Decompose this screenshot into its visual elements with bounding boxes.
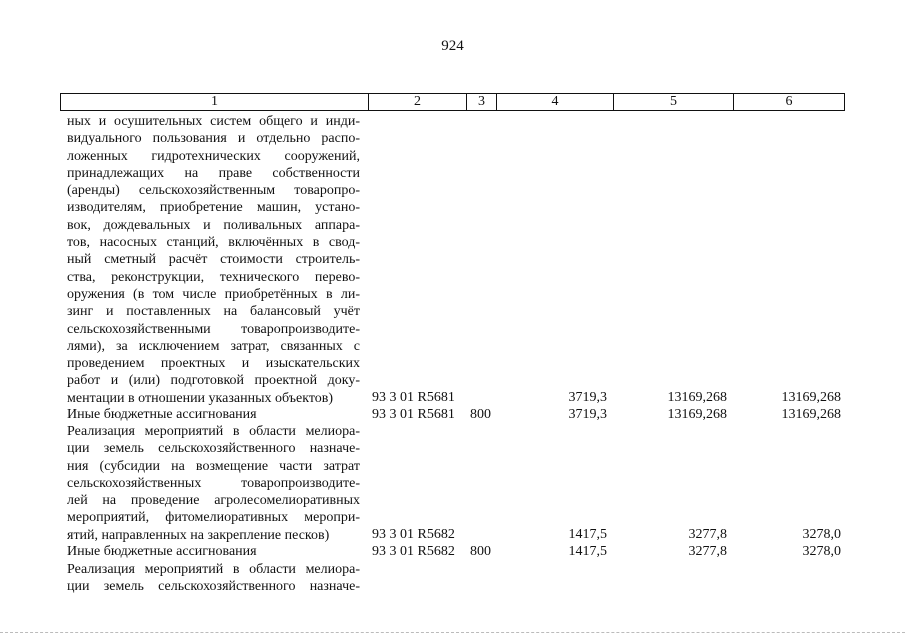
description-line: изводителям, приобретение машин, устано- [67, 200, 360, 216]
table-row [0, 389, 905, 406]
budget-code: 93 3 01 R5681 [372, 407, 455, 422]
description-line: сельскохозяйственных товаропроизводите- [67, 475, 360, 491]
description-line: ных и осушительных систем общего и инди- [67, 114, 360, 129]
table-row [0, 406, 905, 423]
header-col-1: 1 [211, 94, 218, 109]
description-line: оружения (в том числе приобретённых в ли- [67, 286, 360, 302]
budget-code: 93 3 01 R5682 [372, 544, 455, 559]
value-col-6: 3278,0 [802, 527, 841, 542]
page-number: 924 [441, 38, 464, 54]
value-col-5: 3277,8 [688, 544, 727, 559]
description-line: зинг и поставленных на балансовый учёт [67, 304, 360, 320]
description-line: ства, реконструкции, технического перево- [67, 269, 360, 285]
budget-code: 93 3 01 R5681 [372, 390, 455, 405]
value-col-4: 1417,5 [568, 544, 607, 559]
description-line: видуального пользования и отдельно распо- [67, 131, 360, 147]
header-col-6: 6 [733, 94, 844, 110]
description-line: мероприятий, фитомелиоративных меропри- [67, 510, 360, 526]
description-line: (аренды) сельскохозяйственным товаропро- [67, 183, 360, 199]
description-line: Реализация мероприятий в области мелиора- [67, 562, 360, 577]
description-line: вок, дождевальных и поливальных аппара- [67, 217, 360, 233]
description-line: ментации в отношении указанных объектов) [67, 390, 334, 406]
description-line: лей на проведение агролесомелиоративных [67, 493, 360, 509]
description-line: ложенных гидротехнических сооружений, [67, 148, 360, 164]
header-col-4: 4 [496, 94, 613, 110]
value-col-4: 1417,5 [568, 527, 607, 542]
description-line: ции земель сельскохозяйственного назначе- [67, 579, 360, 595]
description-block-3 [67, 561, 360, 596]
header-col-5: 5 [613, 94, 733, 110]
description-line: лями), за исключением затрат, связанных с [67, 338, 360, 354]
description-line: ции земель сельскохозяйственного назначе- [67, 441, 360, 457]
row-label: Иные бюджетные ассигнования [67, 544, 257, 559]
value-col-5: 13169,268 [667, 390, 727, 405]
description-line: тов, насосных станций, включённых в свод- [67, 235, 360, 251]
description-line: ный сметный расчёт стоимости строитель- [67, 252, 360, 268]
budget-code: 93 3 01 R5682 [372, 527, 455, 542]
table-header [60, 93, 845, 111]
description-line: сельскохозяйственными товаропроизводите- [67, 321, 360, 337]
value-col-4: 3719,3 [568, 390, 607, 405]
expense-type: 800 [470, 544, 491, 559]
header-col-2: 2 [368, 94, 466, 110]
description-line: Реализация мероприятий в области мелиора- [67, 424, 360, 439]
expense-type: 800 [470, 407, 491, 422]
description-line: ния (субсидии на возмещение части затрат [67, 458, 360, 474]
page-bottom-edge [0, 632, 905, 633]
value-col-4: 3719,3 [568, 407, 607, 422]
description-block-1 [67, 113, 360, 407]
value-col-6: 13169,268 [781, 390, 841, 405]
table-row [0, 543, 905, 560]
value-col-6: 13169,268 [781, 407, 841, 422]
row-label: Иные бюджетные ассигнования [67, 407, 257, 422]
value-col-5: 3277,8 [688, 527, 727, 542]
value-col-5: 13169,268 [667, 407, 727, 422]
description-line: принадлежащих на праве собственности [67, 165, 360, 181]
header-col-3: 3 [466, 94, 496, 110]
description-line: проведением проектных и изыскательских [67, 356, 360, 372]
description-line: работ и (или) подготовкой проектной доку- [67, 373, 360, 389]
table-row [0, 526, 905, 543]
description-line: ятий, направленных на закрепление песков) [67, 527, 330, 543]
value-col-6: 3278,0 [802, 544, 841, 559]
